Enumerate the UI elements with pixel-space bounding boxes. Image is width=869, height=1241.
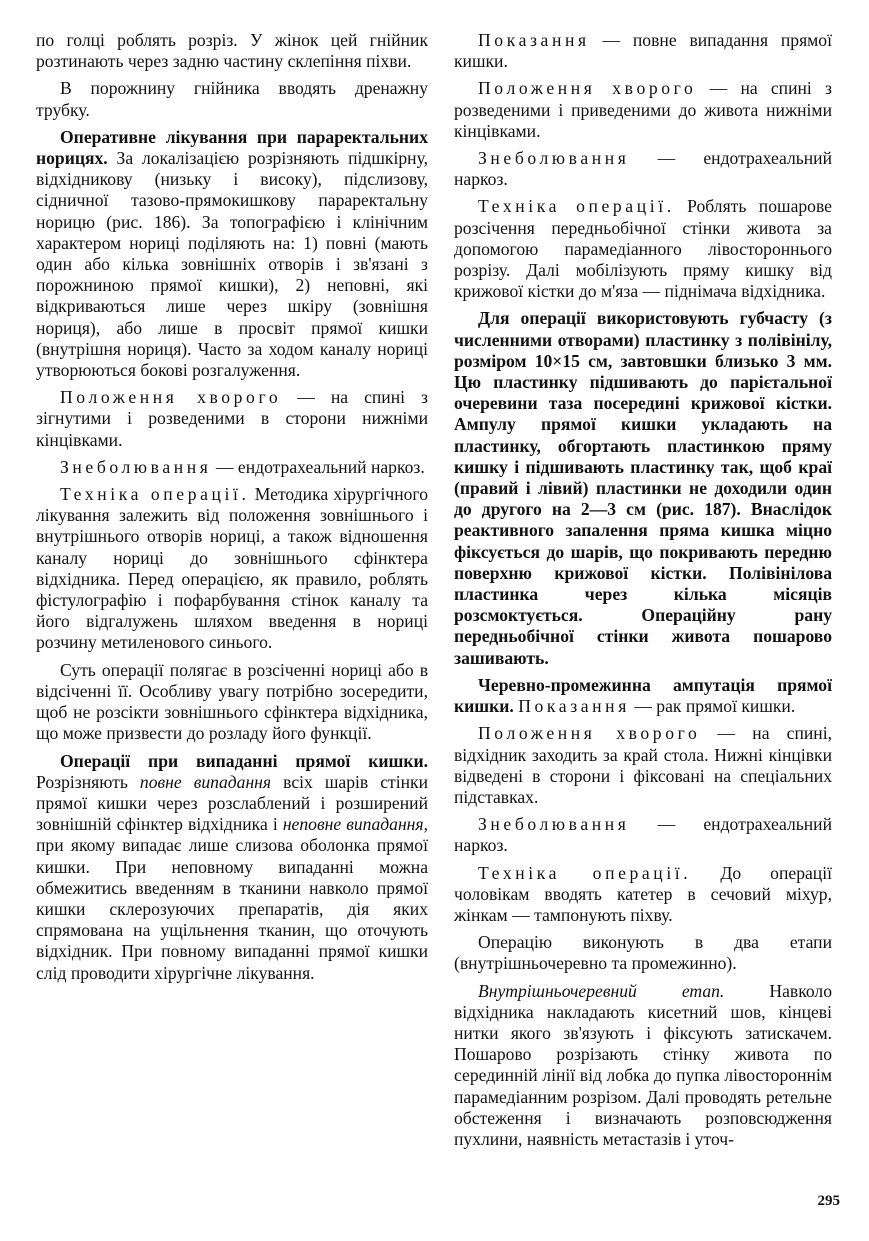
paragraph — [36, 387, 428, 451]
paragraph-text: — рак прямої кишки. — [634, 696, 796, 717]
paragraph-text: по голці роблять розріз. У жінок цей гнійник розтинають через задню частину склепіння піхви. — [36, 30, 428, 72]
section-heading: Операції при випаданні прямої кишки. — [60, 750, 428, 771]
spaced-label: Положення хворого — [478, 78, 697, 99]
paragraph — [36, 30, 428, 72]
italic-term: Внутрішньочеревний етап. — [478, 980, 725, 1001]
paragraph-text: До операції чоловікам вводять катетер в сечовий міхур, жінкам — тампонують піхву. — [454, 862, 832, 925]
spaced-label: Техніка операції. — [478, 862, 692, 883]
paragraph-text: — на спині з розведеними і приведеними до живота нижніми кінцівками. — [454, 78, 832, 141]
paragraph-text: Роблять пошарове розсічення передньобічної стінки живота за допомогою парамедіанного лівостороннього розрізу. Далі мобілізують пряму кишку від крижової кістки до м'яза — піднімача відхідника. — [454, 196, 832, 302]
paragraph — [36, 127, 428, 381]
spaced-label: Техніка операції. — [478, 196, 675, 217]
paragraph-text: Для операції використовують губчасту (з численними отворами) пластинку з полівінілу, розміром 10×15 см, завтовшки близько 3 мм. Цю пластинку підшивають до парієтальної очеревини таза посередині крижової кістки. Ампулу прямої кишки укладають на пластинку, обгортають пластинкою пряму кишку і підшивають пластинку так, щоб краї (правий і лівий) пластинки не доходили один до другого на 2—3 см (рис. 187). Внаслідок реактивного запалення пряма кишка міцно фіксується до шарів, що покривають передню поверхню крижової кістки. Полівінілова пластинка через кілька місяців розсмоктується. Операційну рану передньобічної стінки живота пошарово зашивають. — [454, 308, 832, 668]
spaced-label: Положення хворого — [478, 723, 701, 744]
paragraph-text: — ендотрахеальний наркоз. — [454, 814, 832, 856]
paragraph-text: Методика хірургічного лікування залежить від положення зовнішнього і внутрішнього отворів нориці, а також відношення каналу нориці до зовнішнього сфінктера відхідника. Перед операцією, як правило, роблять фістулографію і пофарбування стінок каналу та його відгалужень шляхом введення в нориці розчину метиленового синього. — [36, 484, 428, 653]
paragraph-text: Навколо відхідника накладають кисетний шов, кінцеві нитки якого зв'язують і фіксують затискачем. Пошарово розрізають стінку живота по серединній лінії від лобка до пупка лівостороннім парамедіанним розрізом. Далі проводять ретельне обстеження і визначають розповсюдження пухлини, наявність метастазів і уточ- — [454, 980, 832, 1149]
paragraph — [454, 30, 832, 72]
paragraph-text: За локалізацією розрізняють підшкірну, відхідникову (низьку і високу), підслизову, сідничної тазово-прямокишкову параректальну норицю (рис. 186). За топографією і клінічним характером нориці поділяють на: 1) повні (мають один або кілька зовнішніх отворів і зв'язані з порожниною прямої кишки), 2) неповні, які відкриваються лише через шкіру (зовнішня нориця), або лише в просвіт прямої кишки (внутрішня нориця). Часто за ходом каналу нориці утворюються бокові розгалуження. — [36, 148, 428, 381]
paragraph — [454, 675, 832, 717]
paragraph — [36, 457, 428, 478]
section-heading: Черевно-промежинна ампутація прямої кишки. — [454, 674, 832, 717]
spaced-label: Знеболювання — [478, 814, 630, 835]
spaced-label: Показання — [478, 30, 590, 50]
paragraph-text: В порожнину гнійника вводять дренажну трубку. — [36, 78, 428, 120]
paragraph — [454, 863, 832, 927]
paragraph — [36, 751, 428, 984]
spaced-label: Положення хворого — [60, 387, 282, 408]
paragraph — [454, 308, 832, 668]
paragraph-text: Розрізняють — [36, 771, 128, 792]
right-column — [454, 30, 832, 1156]
paragraph — [36, 78, 428, 120]
paragraph — [454, 814, 832, 856]
page-number: 295 — [817, 1193, 840, 1209]
paragraph — [36, 484, 428, 654]
paragraph-text: всіх шарів стінки прямої кишки через розслаблений і розширений зовнішній сфінктер відхідника і — [36, 771, 429, 835]
paragraph-text: — повне випадання прямої кишки. — [454, 30, 832, 72]
spaced-label: Показання — [518, 696, 630, 717]
paragraph-text: — на спині з зігнутими і розведеними в сторони нижніми кінцівками. — [36, 387, 428, 450]
paragraph — [454, 148, 832, 190]
paragraph-text: Операцію виконують в два етапи (внутрішньочеревно та промежинно). — [454, 932, 832, 974]
spaced-label: Знеболювання — [60, 456, 212, 477]
italic-term: повне випадання — [139, 771, 272, 792]
paragraph — [36, 660, 428, 745]
paragraph-text: — ендотрахеальний наркоз. — [215, 456, 425, 477]
paragraph — [454, 78, 832, 142]
paragraph — [454, 196, 832, 302]
italic-term: неповне випадання, — [282, 814, 428, 835]
spaced-label: Техніка операції. — [60, 484, 250, 505]
paragraph — [454, 932, 832, 974]
spaced-label: Знеболювання — [478, 148, 630, 169]
paragraph-text: — на спині, відхідник заходить за край стола. Нижні кінцівки відведені в сторони і фіксовані на спеціальних підставках. — [454, 723, 832, 807]
paragraph-text: при якому випадає лише слизова оболонка прямої кишки. При неповному випаданні можна обмежитись введенням в тканини навколо прямої кишки склерозуючих препаратів, дія яких спрямована на ущільнення тканин, що оточують відхідник. При повному випаданні прямої кишки слід проводити хірургічне лікування. — [36, 835, 428, 983]
section-heading: Оперативне лікування при параректальних норицях. — [36, 126, 428, 169]
paragraph-text: — ендотрахеальний наркоз. — [454, 148, 832, 190]
paragraph — [454, 723, 832, 808]
left-column — [36, 30, 428, 990]
paragraph — [454, 981, 832, 1151]
paragraph-text: Суть операції полягає в розсіченні нориці або в відсіченні її. Особливу увагу потрібно зосередити, щоб не розсікти зовнішнього сфінктера відхідника, що може призвести до розладу його функції. — [36, 659, 428, 744]
